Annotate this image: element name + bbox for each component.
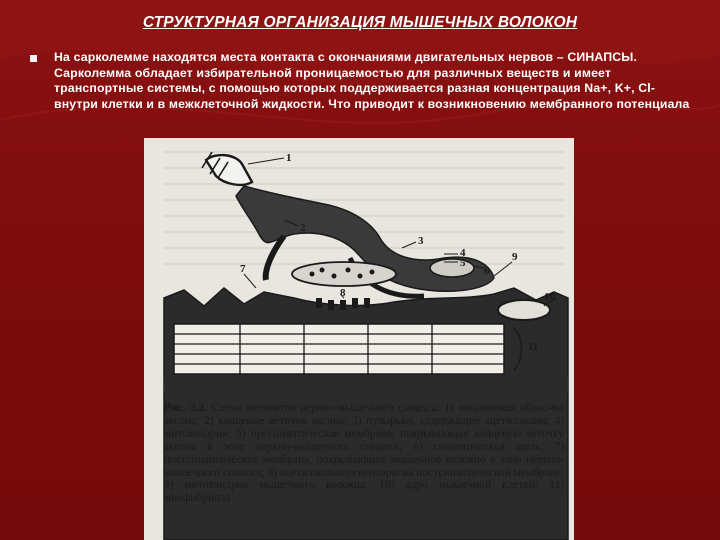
- figure-label-1: 1: [286, 152, 292, 164]
- synapse-figure: [144, 138, 574, 540]
- bullet-item: [30, 50, 702, 112]
- figure-caption: [164, 402, 564, 505]
- figure-label-7: 7: [240, 263, 246, 275]
- figure-label-4: 4: [460, 247, 466, 259]
- figure-label-9: 9: [512, 251, 518, 263]
- figure-label-10: 10: [544, 291, 555, 303]
- figure-label-8: 8: [340, 287, 346, 299]
- figure-label-3: 3: [418, 235, 424, 247]
- figure-label-2: 2: [300, 222, 306, 234]
- slide-title: СТРУКТУРНАЯ ОРГАНИЗАЦИЯ МЫШЕЧНЫХ ВОЛОКОН: [142, 14, 578, 31]
- square-bullet-icon: [30, 55, 37, 62]
- figure-label-6: 6: [484, 265, 490, 277]
- figure-label-5: 5: [460, 257, 466, 269]
- figure-caption-lead: Рис. 3.2.: [164, 402, 207, 414]
- figure-caption-text: Схема элементов нервно-мышечного синапса: 1) миэлиновая оболочка аксона; 2) концевые веточки аксона; 3) пузырьки, содержащие ацетилхолин; 4) митохондрия; 5) пресинаптическая мембрана, покрывающая концевую веточку аксона в зоне нервно-мышечного синапса; 6) синаптическая щель; 7) постсинаптическая мембрана, покрывающая мышечное волокно в зоне нервно-мышечного синапса; 8) ацетилхолинорецепторы на постсинаптической мембране; 9) митохондрия мышечного волокна; 10) ядро мышечной клетки; 11) миофибрилла: [164, 402, 564, 505]
- bullet-text: На сарколемме находятся места контакта с окончаниями двигательных нервов – СИНАПСЫ. Сарколемма обладает избирательной проницаемостью для различных веществ и имеет транспортные системы, с помощью которых поддерживается разная концентрация Na+, K+, Cl- внутри клетки и в межклеточной жидкости. Что приводит к возникновению мембранного потенциала: [54, 50, 690, 111]
- figure-label-11: 11: [528, 341, 539, 353]
